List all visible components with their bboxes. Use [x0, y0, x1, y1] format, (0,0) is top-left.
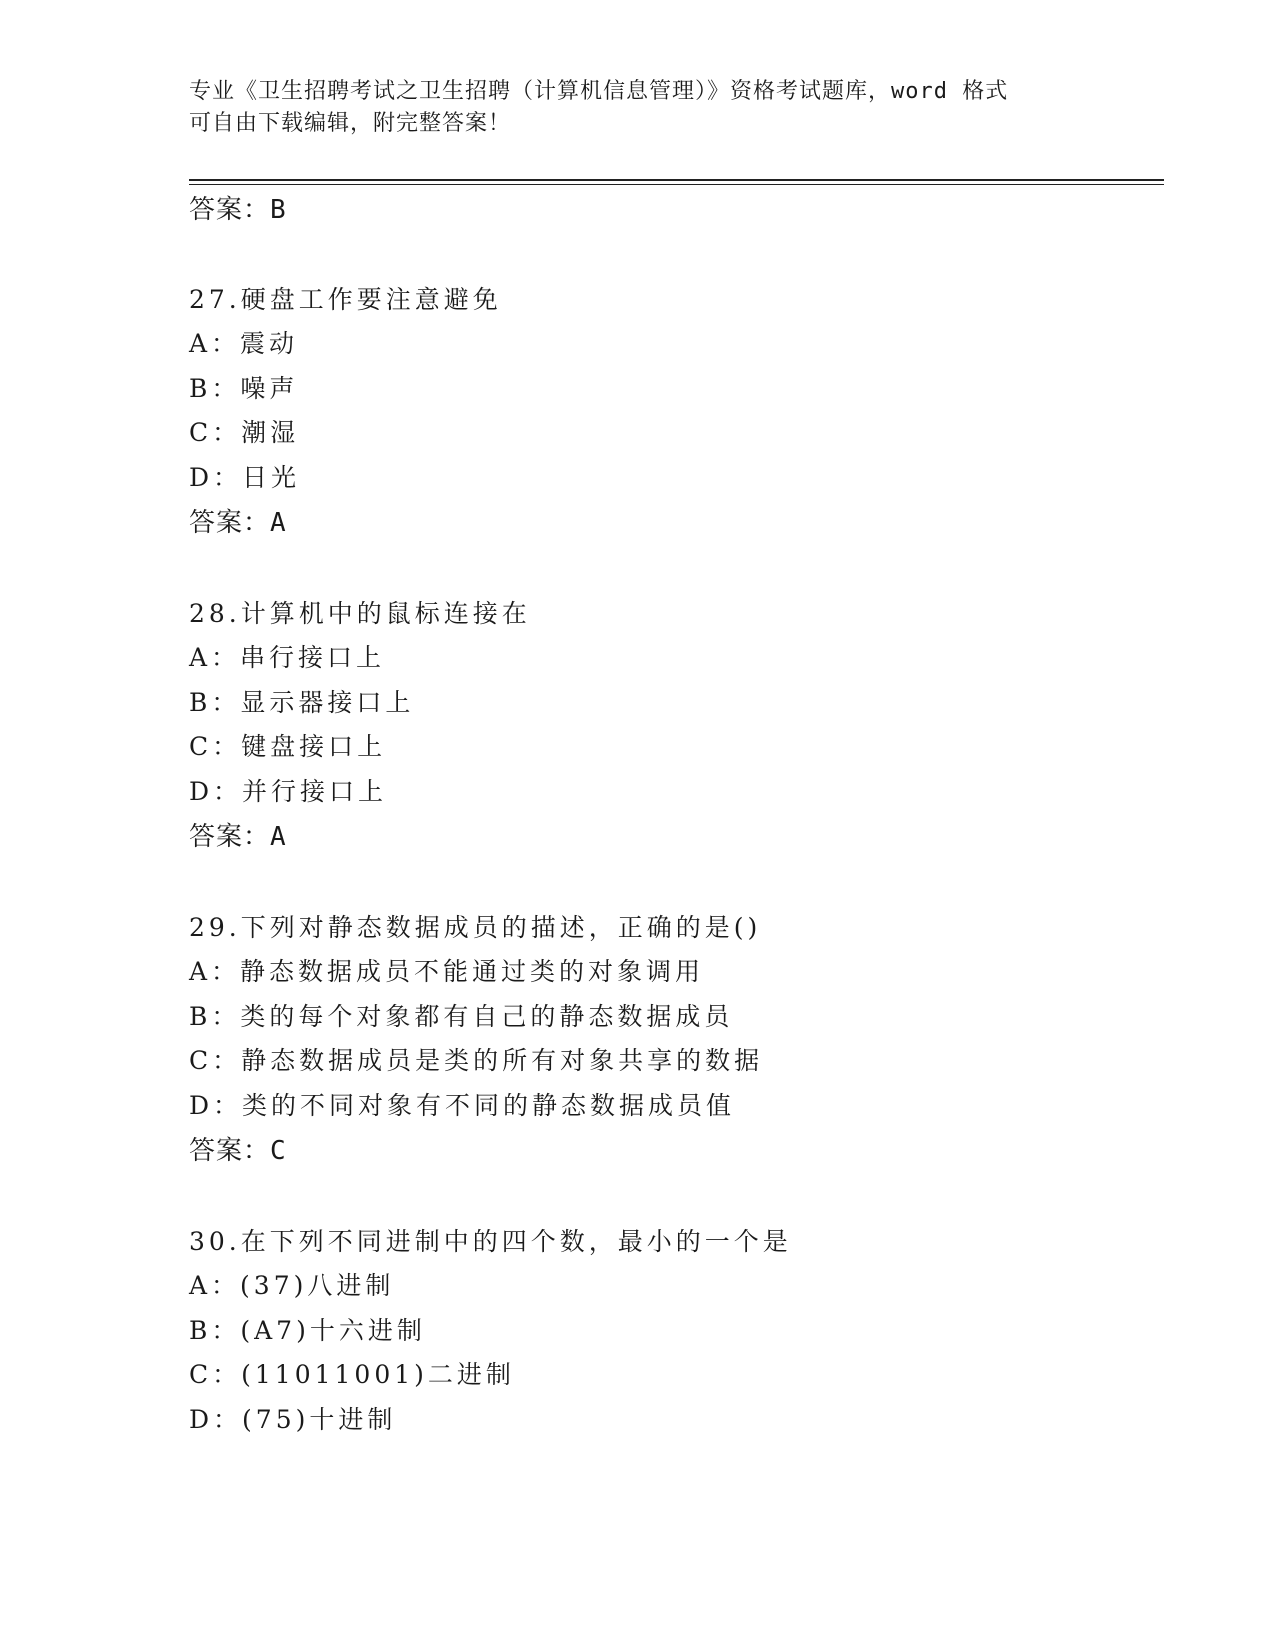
header-line-1: 专业《卫生招聘考试之卫生招聘（计算机信息管理）》资格考试题库，word 格式: [189, 79, 1009, 104]
header-line-2: 可自由下载编辑，附完整答案！: [189, 111, 512, 136]
question-29-option-b: B：类的每个对象都有自己的静态数据成员: [189, 1002, 734, 1031]
question-29-answer: 答案：C: [189, 1136, 287, 1166]
question-27-stem: 27.硬盘工作要注意避免: [189, 285, 502, 314]
question-28-stem: 28.计算机中的鼠标连接在: [189, 599, 531, 628]
document-header: [189, 76, 1089, 140]
question-28-option-b: B：显示器接口上: [189, 688, 415, 717]
question-29-option-c: C：静态数据成员是类的所有对象共享的数据: [189, 1046, 764, 1075]
question-28-option-a: A：串行接口上: [189, 643, 386, 672]
header-divider: [189, 179, 1164, 181]
question-27-option-a: A：震动: [189, 329, 299, 358]
question-29-option-a: A：静态数据成员不能通过类的对象调用: [189, 957, 705, 986]
question-28-option-c: C：键盘接口上: [189, 732, 387, 761]
question-27-option-d: D：日光: [189, 463, 301, 492]
question-30-option-d: D：(75)十进制: [189, 1405, 397, 1434]
answer-prev: 答案：B: [189, 195, 287, 225]
header-divider-thin: [189, 184, 1164, 185]
question-30-stem: 30.在下列不同进制中的四个数，最小的一个是: [189, 1227, 792, 1256]
question-29-stem: 29.下列对静态数据成员的描述，正确的是(): [189, 913, 762, 942]
question-27-option-c: C：潮湿: [189, 418, 300, 447]
question-30-option-b: B：(A7)十六进制: [189, 1316, 426, 1345]
question-30-option-a: A：(37)八进制: [189, 1271, 395, 1300]
question-30-option-c: C：(11011001)二进制: [189, 1360, 515, 1389]
question-27-option-b: B：噪声: [189, 374, 299, 403]
question-27-answer: 答案：A: [189, 508, 287, 538]
question-28-option-d: D：并行接口上: [189, 777, 388, 806]
question-29-option-d: D：类的不同对象有不同的静态数据成员值: [189, 1091, 736, 1120]
question-28-answer: 答案：A: [189, 822, 287, 852]
